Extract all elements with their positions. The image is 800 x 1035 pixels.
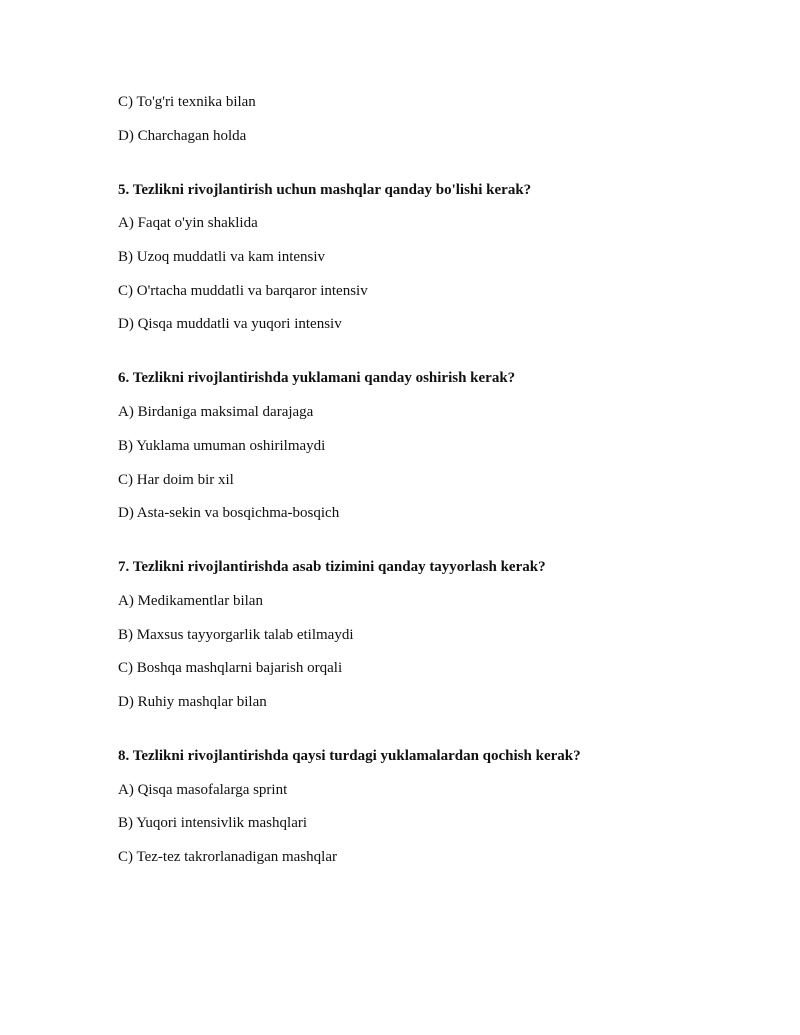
- answer-option: C) Tez-tez takrorlanadigan mashqlar: [118, 849, 337, 865]
- answer-option: D) Qisqa muddatli va yuqori intensiv: [118, 316, 342, 333]
- answer-option: C) Boshqa mashqlarni bajarish orqali: [118, 660, 343, 677]
- answer-option: D) Ruhiy mashqlar bilan: [118, 693, 267, 710]
- answer-option: A) Qisqa masofalarga sprint: [118, 781, 288, 798]
- answer-option: B) Maxsus tayyorgarlik talab etilmaydi: [118, 626, 354, 643]
- question-title: 7. Tezlikni rivojlantirishda asab tizimini qanday tayyorlash kerak?: [118, 559, 546, 576]
- answer-option: D) Charchagan holda: [118, 127, 247, 144]
- answer-option: C) To'g'ri texnika bilan: [118, 94, 256, 110]
- answer-option: D) Asta-sekin va bosqichma-bosqich: [118, 505, 340, 522]
- question-title: 8. Tezlikni rivojlantirishda qaysi turdagi yuklamalardan qochish kerak?: [118, 747, 581, 764]
- quiz-content: [118, 92, 718, 881]
- answer-option: A) Faqat o'yin shaklida: [118, 215, 258, 232]
- answer-option: C) Har doim bir xil: [118, 471, 234, 488]
- question-title: 6. Tezlikni rivojlantirishda yuklamani qanday oshirish kerak?: [118, 370, 516, 387]
- answer-option: A) Medikamentlar bilan: [118, 592, 263, 609]
- answer-option: C) O'rtacha muddatli va barqaror intensiv: [118, 282, 368, 299]
- answer-option: A) Birdaniga maksimal darajaga: [118, 404, 314, 421]
- answer-option: B) Uzoq muddatli va kam intensiv: [118, 249, 326, 266]
- answer-option: B) Yuklama umuman oshirilmaydi: [118, 437, 326, 454]
- answer-option: B) Yuqori intensivlik mashqlari: [118, 815, 308, 832]
- question-title: 5. Tezlikni rivojlantirish uchun mashqlar qanday bo'lishi kerak?: [118, 181, 532, 198]
